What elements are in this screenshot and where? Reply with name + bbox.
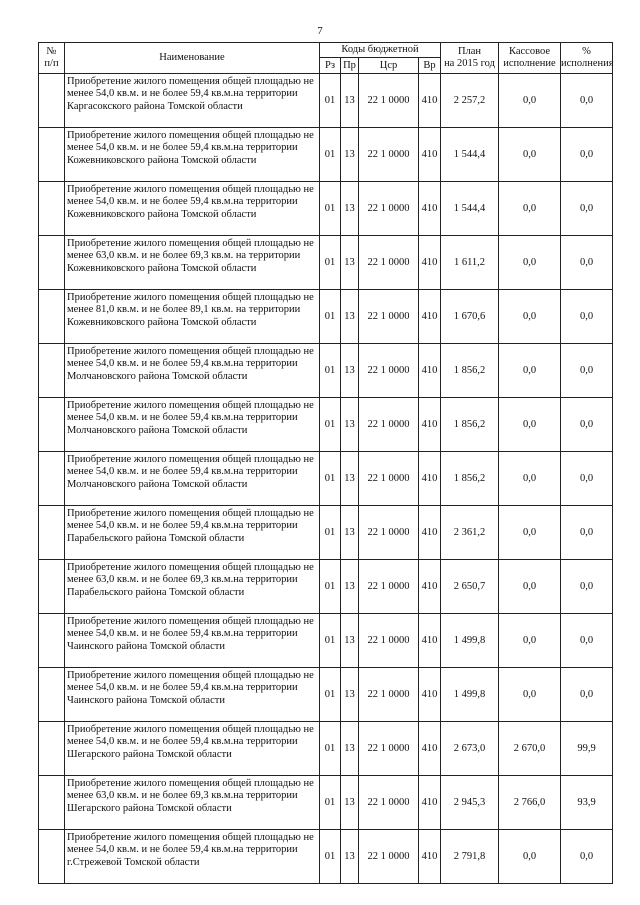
cell-rz: 01 <box>320 668 341 722</box>
cell-rz: 01 <box>320 722 341 776</box>
cell-plan: 2 673,0 <box>441 722 499 776</box>
cell-pr: 13 <box>341 722 359 776</box>
row-name-text: Приобретение жилого помещения общей площадью не менее 54,0 кв.м. и не более 59,4 кв.м.на территории Каргасокского района Томской области <box>67 75 314 112</box>
table-body <box>39 74 613 884</box>
cell-rz: 01 <box>320 830 341 884</box>
cell-num <box>39 344 65 398</box>
cell-plan: 1 611,2 <box>441 236 499 290</box>
cell-csr: 22 1 0000 <box>359 398 419 452</box>
cell-name <box>65 182 320 236</box>
cell-pct: 0,0 <box>561 560 613 614</box>
cell-rz: 01 <box>320 452 341 506</box>
cell-rz: 01 <box>320 398 341 452</box>
table-row <box>39 128 613 182</box>
table-row <box>39 506 613 560</box>
table-row <box>39 344 613 398</box>
cell-pr: 13 <box>341 830 359 884</box>
cell-csr: 22 1 0000 <box>359 830 419 884</box>
cell-num <box>39 128 65 182</box>
row-name-text: Приобретение жилого помещения общей площадью не менее 54,0 кв.м. и не более 59,4 кв.м.на территории Молчановского района Томской области <box>67 345 314 382</box>
cell-num <box>39 830 65 884</box>
cell-plan: 2 791,8 <box>441 830 499 884</box>
cell-csr: 22 1 0000 <box>359 128 419 182</box>
header-num: № п/п <box>39 43 65 74</box>
cell-csr: 22 1 0000 <box>359 236 419 290</box>
cell-csr: 22 1 0000 <box>359 614 419 668</box>
cell-cash: 0,0 <box>499 236 561 290</box>
row-name-text: Приобретение жилого помещения общей площадью не менее 54,0 кв.м. и не более 59,4 кв.м.на территории г.Стрежевой Томской области <box>67 831 314 868</box>
cell-pct: 93,9 <box>561 776 613 830</box>
cell-vr: 410 <box>419 74 441 128</box>
cell-rz: 01 <box>320 344 341 398</box>
cell-pr: 13 <box>341 506 359 560</box>
cell-vr: 410 <box>419 722 441 776</box>
cell-plan: 1 499,8 <box>441 668 499 722</box>
cell-pct: 0,0 <box>561 236 613 290</box>
header-codes-group: Коды бюджетной <box>320 43 441 58</box>
header-pct: % исполнения <box>561 43 613 74</box>
cell-cash: 0,0 <box>499 560 561 614</box>
cell-cash: 0,0 <box>499 344 561 398</box>
cell-csr: 22 1 0000 <box>359 344 419 398</box>
cell-csr: 22 1 0000 <box>359 182 419 236</box>
cell-pct: 0,0 <box>561 182 613 236</box>
cell-name <box>65 236 320 290</box>
cell-csr: 22 1 0000 <box>359 668 419 722</box>
cell-pct: 0,0 <box>561 452 613 506</box>
cell-pct: 0,0 <box>561 74 613 128</box>
cell-rz: 01 <box>320 506 341 560</box>
cell-plan: 1 544,4 <box>441 128 499 182</box>
cell-plan: 1 670,6 <box>441 290 499 344</box>
cell-num <box>39 398 65 452</box>
cell-pr: 13 <box>341 452 359 506</box>
row-name-text: Приобретение жилого помещения общей площадью не менее 54,0 кв.м. и не более 59,4 кв.м.на территории Кожевниковского района Томской области <box>67 129 314 166</box>
cell-name <box>65 452 320 506</box>
cell-plan: 1 856,2 <box>441 344 499 398</box>
cell-vr: 410 <box>419 614 441 668</box>
cell-name <box>65 668 320 722</box>
cell-vr: 410 <box>419 776 441 830</box>
cell-vr: 410 <box>419 452 441 506</box>
cell-pct: 0,0 <box>561 344 613 398</box>
cell-pct: 0,0 <box>561 128 613 182</box>
cell-pr: 13 <box>341 398 359 452</box>
cell-vr: 410 <box>419 398 441 452</box>
header-rz: Рз <box>320 58 341 74</box>
table-row <box>39 668 613 722</box>
table-row <box>39 236 613 290</box>
cell-cash: 0,0 <box>499 452 561 506</box>
cell-name <box>65 344 320 398</box>
cell-plan: 1 544,4 <box>441 182 499 236</box>
cell-rz: 01 <box>320 614 341 668</box>
cell-plan: 2 650,7 <box>441 560 499 614</box>
cell-rz: 01 <box>320 128 341 182</box>
table-row <box>39 452 613 506</box>
cell-pr: 13 <box>341 776 359 830</box>
cell-csr: 22 1 0000 <box>359 74 419 128</box>
cell-rz: 01 <box>320 290 341 344</box>
cell-cash: 0,0 <box>499 74 561 128</box>
cell-num <box>39 560 65 614</box>
table-row <box>39 290 613 344</box>
cell-name <box>65 398 320 452</box>
cell-vr: 410 <box>419 830 441 884</box>
cell-csr: 22 1 0000 <box>359 452 419 506</box>
cell-name <box>65 506 320 560</box>
cell-num <box>39 290 65 344</box>
cell-pr: 13 <box>341 236 359 290</box>
cell-cash: 2 670,0 <box>499 722 561 776</box>
cell-pct: 0,0 <box>561 290 613 344</box>
cell-cash: 0,0 <box>499 614 561 668</box>
cell-cash: 2 766,0 <box>499 776 561 830</box>
table-row <box>39 182 613 236</box>
row-name-text: Приобретение жилого помещения общей площадью не менее 54,0 кв.м. и не более 59,4 кв.м.на территории Молчановского района Томской области <box>67 399 314 436</box>
cell-rz: 01 <box>320 776 341 830</box>
cell-cash: 0,0 <box>499 830 561 884</box>
cell-rz: 01 <box>320 182 341 236</box>
cell-rz: 01 <box>320 74 341 128</box>
cell-pr: 13 <box>341 560 359 614</box>
cell-name <box>65 722 320 776</box>
cell-pct: 0,0 <box>561 668 613 722</box>
cell-name <box>65 776 320 830</box>
header-plan: План на 2015 год <box>441 43 499 74</box>
table-row <box>39 560 613 614</box>
cell-name <box>65 830 320 884</box>
cell-name <box>65 128 320 182</box>
row-name-text: Приобретение жилого помещения общей площадью не менее 63,0 кв.м. и не более 69,3 кв.м.на территории Шегарского района Томской области <box>67 777 314 814</box>
table-row <box>39 74 613 128</box>
cell-csr: 22 1 0000 <box>359 722 419 776</box>
cell-plan: 2 945,3 <box>441 776 499 830</box>
cell-num <box>39 614 65 668</box>
cell-csr: 22 1 0000 <box>359 506 419 560</box>
header-name: Наименование <box>65 43 320 74</box>
header-csr: Цср <box>359 58 419 74</box>
cell-vr: 410 <box>419 182 441 236</box>
cell-plan: 1 856,2 <box>441 398 499 452</box>
cell-num <box>39 776 65 830</box>
cell-vr: 410 <box>419 560 441 614</box>
cell-name <box>65 290 320 344</box>
cell-cash: 0,0 <box>499 290 561 344</box>
cell-pr: 13 <box>341 668 359 722</box>
cell-pr: 13 <box>341 290 359 344</box>
header-cash: Кассовое исполнение <box>499 43 561 74</box>
cell-pct: 0,0 <box>561 614 613 668</box>
cell-plan: 1 856,2 <box>441 452 499 506</box>
cell-vr: 410 <box>419 668 441 722</box>
cell-vr: 410 <box>419 506 441 560</box>
cell-num <box>39 236 65 290</box>
cell-cash: 0,0 <box>499 398 561 452</box>
cell-name <box>65 614 320 668</box>
cell-cash: 0,0 <box>499 668 561 722</box>
cell-cash: 0,0 <box>499 506 561 560</box>
cell-pr: 13 <box>341 614 359 668</box>
cell-pr: 13 <box>341 128 359 182</box>
cell-pct: 0,0 <box>561 398 613 452</box>
row-name-text: Приобретение жилого помещения общей площадью не менее 81,0 кв.м. и не более 89,1 кв.м. на территории Кожевниковского района Томской области <box>67 291 314 328</box>
table-row <box>39 776 613 830</box>
cell-rz: 01 <box>320 236 341 290</box>
cell-name <box>65 560 320 614</box>
cell-vr: 410 <box>419 236 441 290</box>
cell-pct: 0,0 <box>561 506 613 560</box>
cell-num <box>39 452 65 506</box>
cell-num <box>39 722 65 776</box>
table-row <box>39 722 613 776</box>
cell-pct: 99,9 <box>561 722 613 776</box>
table-row <box>39 830 613 884</box>
cell-plan: 1 499,8 <box>441 614 499 668</box>
cell-num <box>39 668 65 722</box>
row-name-text: Приобретение жилого помещения общей площадью не менее 54,0 кв.м. и не более 59,4 кв.м.на территории Парабельского района Томской области <box>67 507 314 544</box>
cell-vr: 410 <box>419 290 441 344</box>
cell-cash: 0,0 <box>499 128 561 182</box>
cell-num <box>39 74 65 128</box>
budget-table <box>38 42 613 884</box>
cell-csr: 22 1 0000 <box>359 776 419 830</box>
cell-vr: 410 <box>419 344 441 398</box>
table-header-row <box>39 43 613 58</box>
cell-num <box>39 506 65 560</box>
row-name-text: Приобретение жилого помещения общей площадью не менее 54,0 кв.м. и не более 59,4 кв.м.на территории Кожевниковского района Томской области <box>67 183 314 220</box>
row-name-text: Приобретение жилого помещения общей площадью не менее 54,0 кв.м. и не более 59,4 кв.м.на территории Чаинского района Томской области <box>67 615 314 652</box>
header-vr: Вр <box>419 58 441 74</box>
row-name-text: Приобретение жилого помещения общей площадью не менее 54,0 кв.м. и не более 59,4 кв.м.на территории Молчановского района Томской области <box>67 453 314 490</box>
cell-plan: 2 257,2 <box>441 74 499 128</box>
cell-rz: 01 <box>320 560 341 614</box>
cell-pct: 0,0 <box>561 830 613 884</box>
cell-plan: 2 361,2 <box>441 506 499 560</box>
cell-pr: 13 <box>341 344 359 398</box>
cell-cash: 0,0 <box>499 182 561 236</box>
table-row <box>39 398 613 452</box>
cell-vr: 410 <box>419 128 441 182</box>
table-row <box>39 614 613 668</box>
row-name-text: Приобретение жилого помещения общей площадью не менее 54,0 кв.м. и не более 59,4 кв.м.на территории Шегарского района Томской области <box>67 723 314 760</box>
row-name-text: Приобретение жилого помещения общей площадью не менее 63,0 кв.м. и не более 69,3 кв.м.на территории Парабельского района Томской области <box>67 561 314 598</box>
row-name-text: Приобретение жилого помещения общей площадью не менее 54,0 кв.м. и не более 59,4 кв.м.на территории Чаинского района Томской области <box>67 669 314 706</box>
cell-num <box>39 182 65 236</box>
cell-csr: 22 1 0000 <box>359 290 419 344</box>
page-number: 7 <box>317 25 323 37</box>
cell-csr: 22 1 0000 <box>359 560 419 614</box>
cell-pr: 13 <box>341 74 359 128</box>
row-name-text: Приобретение жилого помещения общей площадью не менее 63,0 кв.м. и не более 69,3 кв.м. на территории Кожевниковского района Томской области <box>67 237 314 274</box>
cell-name <box>65 74 320 128</box>
cell-pr: 13 <box>341 182 359 236</box>
header-pr: Пр <box>341 58 359 74</box>
